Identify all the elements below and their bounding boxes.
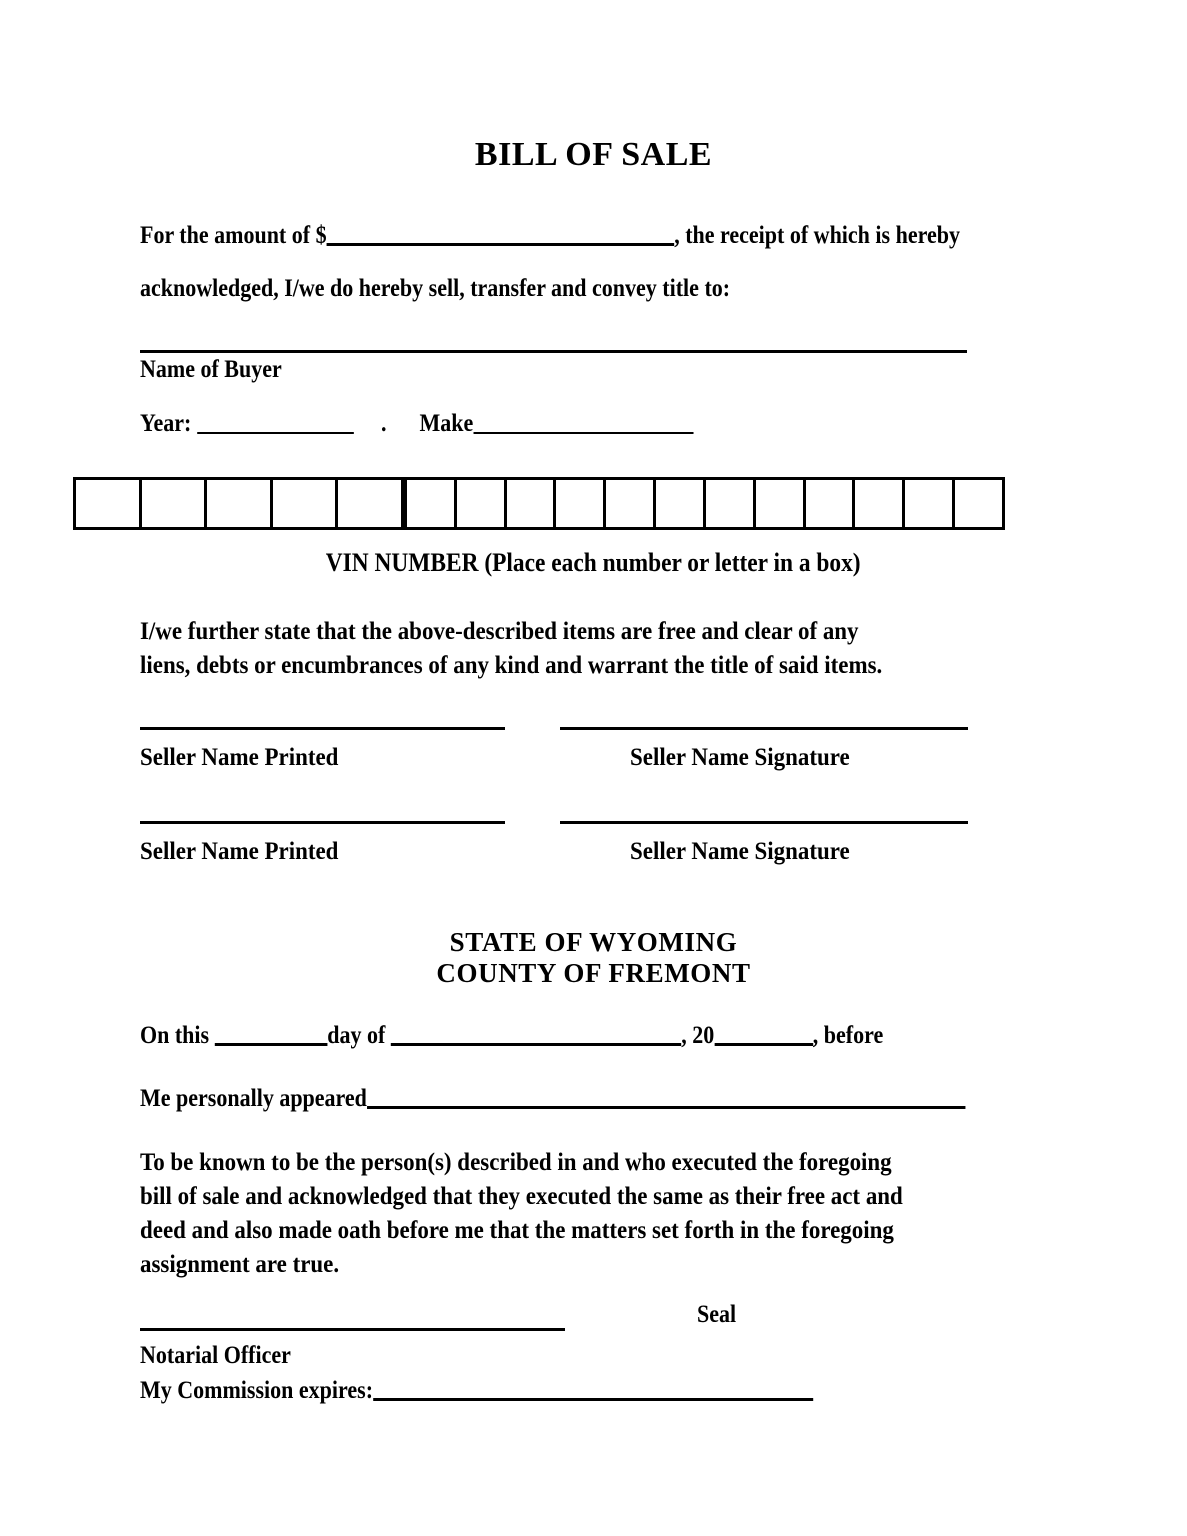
amount-prefix-label: For the amount of $ xyxy=(140,222,327,249)
year-make-separator: . xyxy=(380,410,387,437)
appeared-blank[interactable] xyxy=(367,1106,965,1109)
seller-printed-blank-2[interactable] xyxy=(140,821,505,824)
seller-signature-label-1: Seller Name Signature xyxy=(630,742,850,771)
vin-cell[interactable] xyxy=(706,480,756,527)
amount-line xyxy=(140,222,960,250)
acknowledgement-line-3: deed and also made oath before me that the matters set forth in the foregoing xyxy=(140,1215,894,1245)
vin-cell[interactable] xyxy=(338,480,401,527)
vin-cell[interactable] xyxy=(207,480,273,527)
year-make-line xyxy=(140,410,693,438)
seller-signature-blank-2[interactable] xyxy=(560,821,968,824)
appeared-line xyxy=(140,1085,965,1113)
vin-cell[interactable] xyxy=(507,480,557,527)
commission-expires-label: My Commission expires: xyxy=(140,1377,374,1404)
vin-cell[interactable] xyxy=(457,480,507,527)
vin-number-caption xyxy=(0,548,1187,578)
acknowledgement-line-4: assignment are true. xyxy=(140,1249,340,1279)
acknowledgement-line-2: bill of sale and acknowledged that they executed the same as their free act and xyxy=(140,1181,903,1211)
year-prefix-label: , 20 xyxy=(681,1022,715,1049)
vin-cell[interactable] xyxy=(606,480,656,527)
vin-number-caption-text: VIN NUMBER (Place each number or letter in a box) xyxy=(326,548,861,577)
warranty-line-2: liens, debts or encumbrances of any kind and warrant the title of said items. xyxy=(140,650,883,680)
day-of-label: day of xyxy=(327,1022,386,1049)
buyer-name-blank[interactable] xyxy=(140,350,967,353)
vin-group-1[interactable] xyxy=(73,477,404,530)
vin-cell[interactable] xyxy=(142,480,208,527)
vin-cell[interactable] xyxy=(905,480,955,527)
acknowledged-line: acknowledged, I/we do hereby sell, transfer and convey title to: xyxy=(140,275,731,302)
vin-cell[interactable] xyxy=(76,480,142,527)
vin-boxes[interactable] xyxy=(73,477,1005,530)
county-heading: COUNTY OF FREMONT xyxy=(436,958,751,988)
year-label: Year: xyxy=(140,410,192,437)
seller-printed-label-2: Seller Name Printed xyxy=(140,836,339,865)
warranty-paragraph xyxy=(140,614,1040,682)
page-title: BILL OF SALE xyxy=(474,136,713,173)
warranty-line-1: I/we further state that the above-described items are free and clear of any xyxy=(140,616,859,645)
month-blank[interactable] xyxy=(391,1043,681,1046)
state-heading: STATE OF WYOMING xyxy=(449,927,738,957)
seller-signature-label-2: Seller Name Signature xyxy=(630,836,850,865)
vin-cell[interactable] xyxy=(955,480,1002,527)
seal-label: Seal xyxy=(697,1301,737,1328)
vin-cell[interactable] xyxy=(556,480,606,527)
acknowledgement-line-1: To be known to be the person(s) described in and who executed the foregoing xyxy=(140,1147,892,1176)
buyer-name-label: Name of Buyer xyxy=(140,356,282,383)
notarial-officer-label: Notarial Officer xyxy=(140,1342,291,1369)
notary-date-line xyxy=(140,1022,883,1050)
vin-cell[interactable] xyxy=(656,480,706,527)
day-blank[interactable] xyxy=(215,1043,328,1046)
vin-cell[interactable] xyxy=(756,480,806,527)
seller-signature-blank-1[interactable] xyxy=(560,727,968,730)
amount-suffix-label: , the receipt of which is hereby xyxy=(674,222,960,249)
year-two-digit-blank[interactable] xyxy=(714,1043,813,1046)
make-label: Make xyxy=(419,410,474,437)
vin-cell[interactable] xyxy=(855,480,905,527)
notarial-officer-blank[interactable] xyxy=(140,1328,565,1331)
vin-cell[interactable] xyxy=(407,480,457,527)
commission-expires-blank[interactable] xyxy=(373,1398,813,1401)
vin-group-2[interactable] xyxy=(404,477,1005,530)
before-label: , before xyxy=(812,1022,884,1049)
vin-cell[interactable] xyxy=(273,480,339,527)
make-blank[interactable] xyxy=(473,432,693,434)
acknowledgement-paragraph xyxy=(140,1145,1049,1282)
seller-printed-blank-1[interactable] xyxy=(140,727,505,730)
on-this-label: On this xyxy=(140,1022,210,1049)
year-blank[interactable] xyxy=(197,432,354,434)
vin-cell[interactable] xyxy=(806,480,856,527)
commission-expires-line xyxy=(140,1377,813,1405)
appeared-label: Me personally appeared xyxy=(140,1085,367,1112)
amount-blank[interactable] xyxy=(327,243,675,246)
seller-printed-label-1: Seller Name Printed xyxy=(140,742,339,771)
